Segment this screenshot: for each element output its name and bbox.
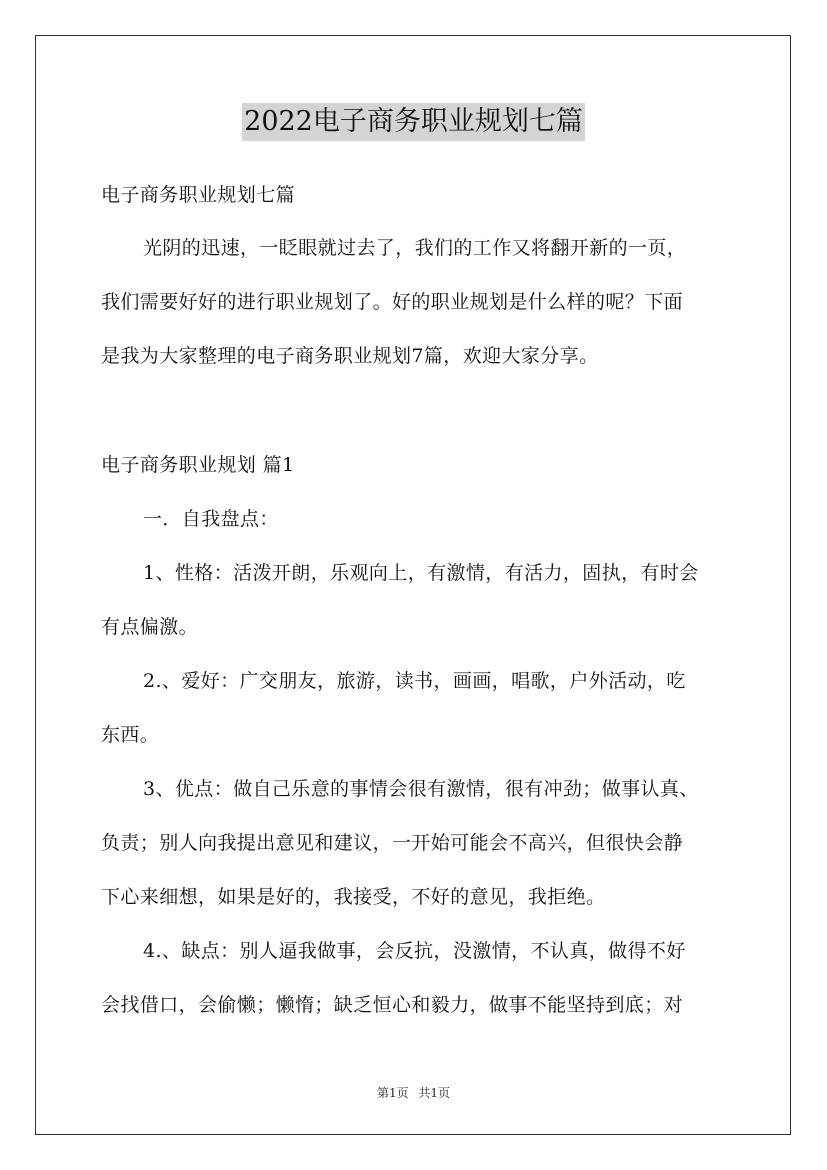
title-container (0, 103, 827, 141)
paragraph-line: 光阴的迅速，一眨眼就过去了，我们的工作又将翻开新的一页， (143, 237, 687, 259)
paragraph-line: 1、性格：活泼开朗，乐观向上，有激情，有活力，固执，有时会 (143, 562, 699, 584)
paragraph-line: 3、优点：做自己乐意的事情会很有激情，很有冲劲；做事认真、 (143, 778, 699, 800)
paragraph-line: 是我为大家整理的电子商务职业规划7篇，欢迎大家分享。 (101, 345, 599, 367)
paragraph-line: 2.、爱好：广交朋友，旅游，读书，画画，唱歌，户外活动，吃 (143, 670, 686, 692)
document-title: 2022电子商务职业规划七篇 (242, 103, 585, 141)
page-footer (0, 1084, 827, 1101)
page-total: 共1页 (418, 1086, 451, 1100)
subtitle-line: 电子商务职业规划七篇 (101, 184, 296, 206)
section-heading: 电子商务职业规划 篇1 (101, 454, 295, 476)
paragraph-line: 会找借口，会偷懒；懒惰；缺乏恒心和毅力，做事不能坚持到底；对 (101, 994, 684, 1016)
paragraph-line: 我们需要好好的进行职业规划了。好的职业规划是什么样的呢？下面 (101, 291, 684, 313)
paragraph-line: 东西。 (101, 724, 160, 746)
paragraph-line: 有点偏激。 (101, 616, 199, 638)
page-number: 第1页 (376, 1086, 409, 1100)
paragraph-line: 负责；别人向我提出意见和建议，一开始可能会不高兴，但很快会静 (101, 832, 684, 854)
paragraph-line: 一．自我盘点： (143, 508, 279, 530)
paragraph-line: 4.、缺点：别人逼我做事，会反抗，没激情，不认真，做得不好 (143, 940, 686, 962)
paragraph-line: 下心来细想，如果是好的，我接受，不好的意见，我拒绝。 (101, 886, 606, 908)
